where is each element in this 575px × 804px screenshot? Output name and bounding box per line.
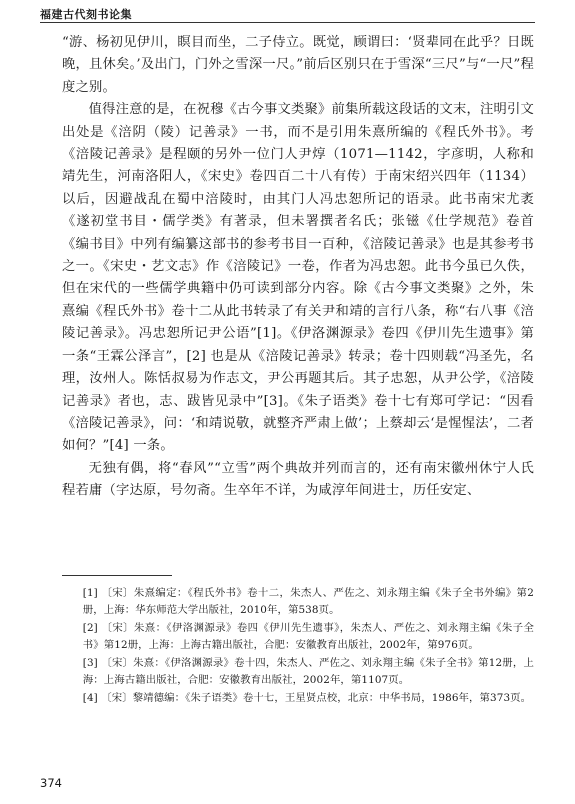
page-number: 374 [40, 776, 62, 790]
paragraph: 无独有偶，将“春风”“立雪”两个典故并列而言的，还有南宋徽州休宁人氏程若庸（字达原，号勿斋。生卒年不详，为咸淳年间进士，历任安定、 [62, 460, 534, 499]
footnote-4: [4] 〔宋〕黎靖德编：《朱子语类》卷十七，王星贤点校，北京：中华书局，1986年，第373页。 [82, 692, 532, 704]
footnote-2: [2] 〔宋〕朱熹：《伊洛渊源录》卷四《伊川先生遗事》，朱杰人、严佐之、刘永翔主编《朱子全书》第12册，上海：上海古籍出版社，合肥：安徽教育出版社，2002年，第976页。 [82, 622, 534, 651]
footnote-rule [62, 575, 172, 576]
footnote-1: [1] 〔宋〕朱熹编定：《程氏外书》卷十二，朱杰人、严佐之、刘永翔主编《朱子全书外编》第2册，上海：华东师范大学出版社，2010年，第538页。 [82, 587, 534, 616]
main-body [62, 32, 534, 503]
paragraph-continuation: “游、杨初见伊川，瞑目而坐，二子侍立。既觉，顾谓曰：‘贤辈同在此乎？日既晚，且休矣。’及出门，门外之雪深一尺。”前后区别只在于雪深“三尺”与“一尺”程度之别。 [62, 35, 534, 95]
header-rule [40, 22, 535, 23]
footnotes [62, 585, 534, 709]
running-title: 福建古代刻书论集 [40, 8, 132, 21]
paragraph: 值得注意的是，在祝穆《古今事文类聚》前集所载这段话的文末，注明引文出处是《涪阴（陵）记善录》一书，而不是引用朱熹所编的《程氏外书》。考《涪陵记善录》是程颐的另外一位门人尹焞（1071—1142，字彦明，人称和靖先生，河南洛阳人，《宋史》卷四百二十八有传）于南宋绍兴四年（1134）以后，因避战乱在蜀中涪陵时，由其门人冯忠恕所记的语录。此书南宋尤袤《遂初堂书目・儒学类》有著录，但未署撰者名氏；张镃《仕学规范》卷首《编书目》中列有编纂这部书的参考书目一百种，《涪陵记善录》也是其参考书之一。《宋史・艺文志》作《涪陵记》一卷，作者为冯忠恕。此书今虽已久佚，但在宋代的一些儒学典籍中仍可读到部分内容。除《古今事文类聚》之外，朱熹编《程氏外书》卷十二从此书转录了有关尹和靖的言行八条，称“右八事《涪陵记善录》。冯忠恕所记尹公语”[1]。《伊洛渊源录》卷四《伊川先生遗事》第一条“王霖公泽言”，[2] 也是从《涪陵记善录》转录；卷十四则载“冯圣先，名理，汝州人。陈恬叔易为作志文，尹公再题其后。其子忠恕，从尹公学，《涪陵记善录》者也，志、跋皆见录中”[3]。《朱子语类》卷十七有郑可学记：“因看《涪陵记善录》，问：‘和靖说敬，就整齐严肃上做’；上蔡却云‘是惺惺法’，二者如何？”[4] 一条。 [62, 102, 534, 454]
footnote-3: [3] 〔宋〕朱熹：《伊洛渊源录》卷十四，朱杰人、严佐之、刘永翔主编《朱子全书》第12册，上海：上海古籍出版社，合肥：安徽教育出版社，2002年，第1107页。 [82, 657, 534, 686]
